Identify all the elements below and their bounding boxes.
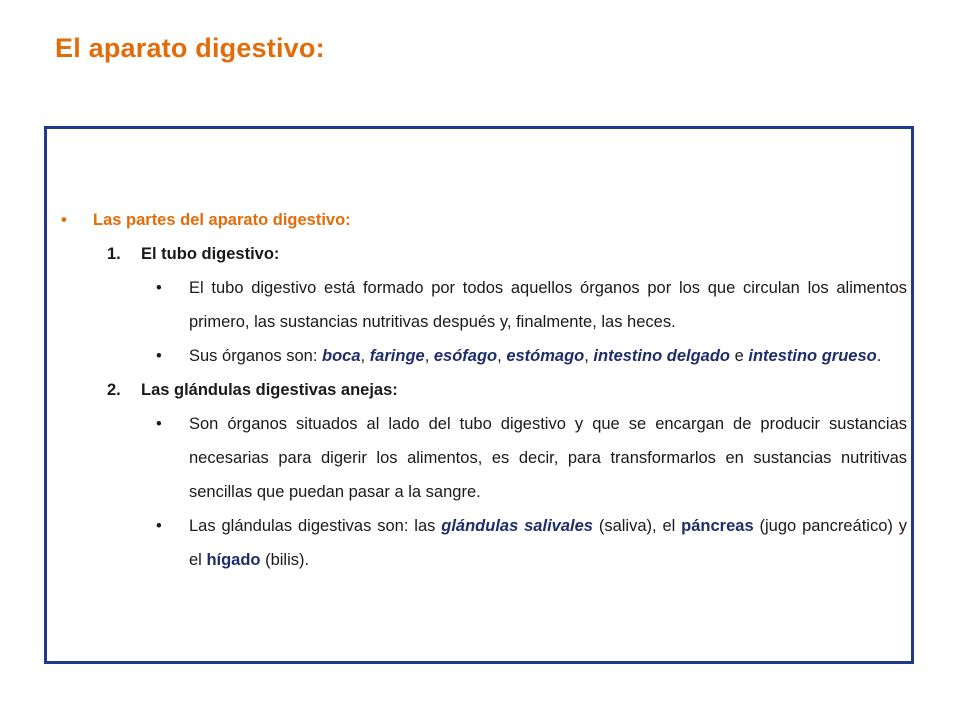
conjunction: e <box>730 347 749 365</box>
separator: , <box>497 347 507 365</box>
term-boca: boca <box>322 347 361 365</box>
term-esofago: esófago <box>433 347 498 365</box>
list-item <box>59 339 907 373</box>
organs-intro: Sus órganos son: <box>189 347 322 365</box>
term-pancreas: páncreas <box>681 517 754 535</box>
bullet: • <box>156 347 162 365</box>
content-list <box>59 203 907 577</box>
term-intestino-grueso: intestino grueso <box>748 347 877 365</box>
bullet: • <box>156 279 162 297</box>
list-item <box>59 509 907 577</box>
glands-text: (saliva), el <box>592 517 682 535</box>
list-item <box>59 407 907 509</box>
term-intestino-delgado: intestino delgado <box>593 347 731 365</box>
separator: , <box>360 347 370 365</box>
content-box <box>44 126 914 664</box>
section-item <box>59 203 907 237</box>
part-heading-text: Las glándulas digestivas anejas: <box>141 381 398 399</box>
term-glandulas-salivales: glándulas salivales <box>441 517 593 535</box>
bullet: • <box>156 517 162 535</box>
paragraph-text: Son órganos situados al lado del tubo digestivo y que se encargan de producir sustancias necesarias para digerir los alimentos, es decir, para transformarlos en sustancias nutritivas sencillas que puedan pasar a la sangre. <box>189 415 907 501</box>
glands-text: (bilis). <box>260 551 310 569</box>
separator: , <box>584 347 594 365</box>
glands-intro: Las glándulas digestivas son: las <box>189 517 442 535</box>
part-number: 2. <box>107 381 121 399</box>
term-faringe: faringe <box>369 347 425 365</box>
bullet: • <box>61 211 67 229</box>
section-heading: Las partes del aparato digestivo: <box>93 211 351 229</box>
part-number: 1. <box>107 245 121 263</box>
separator: , <box>424 347 434 365</box>
period: . <box>876 347 882 365</box>
part-heading-1 <box>59 237 907 271</box>
bullet: • <box>156 415 162 433</box>
term-estomago: estómago <box>506 347 585 365</box>
slide-title: El aparato digestivo: <box>55 33 325 63</box>
list-item <box>59 271 907 339</box>
part-heading-2 <box>59 373 907 407</box>
part-heading-text: El tubo digestivo: <box>141 245 280 263</box>
paragraph-text: El tubo digestivo está formado por todos aquellos órganos por los que circulan los alimentos primero, las sustancias nutritivas después y, finalmente, las heces. <box>189 279 907 331</box>
glands-text: (jugo pancreático) y el <box>189 517 907 569</box>
term-higado: hígado <box>206 551 261 569</box>
